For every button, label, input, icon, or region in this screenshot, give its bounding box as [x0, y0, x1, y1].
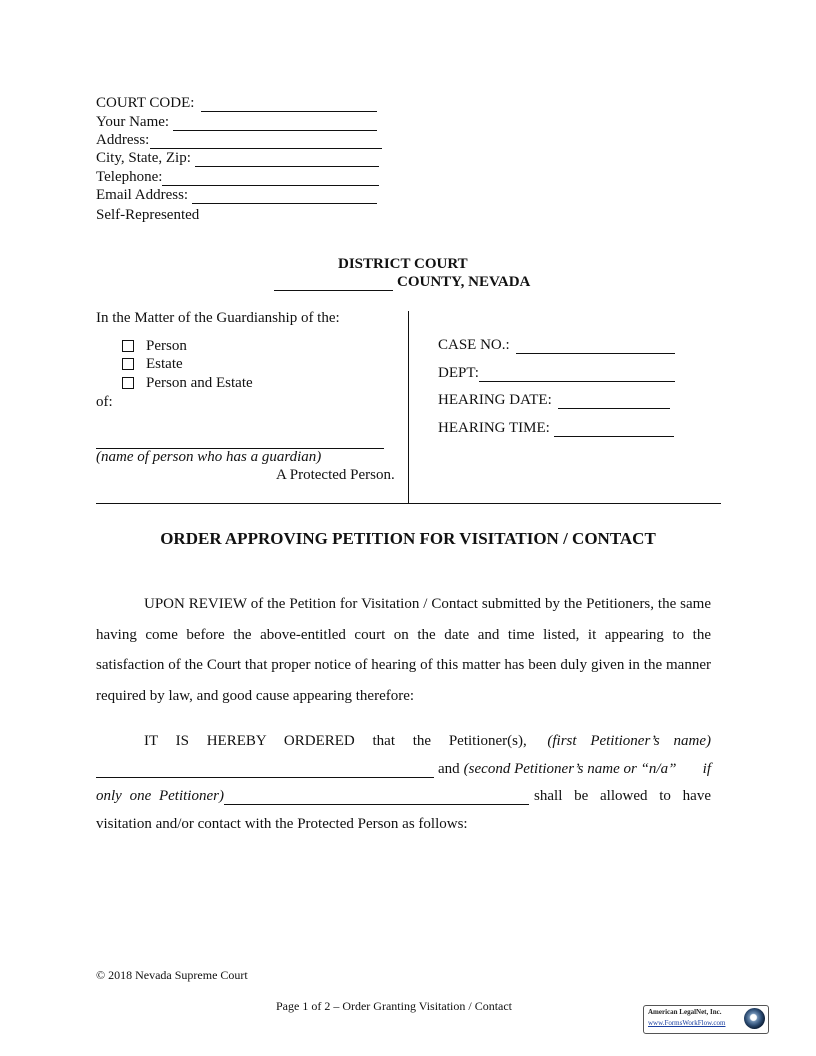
second-petitioner-hint-c: only one Petitioner) — [96, 788, 224, 804]
paragraph-1: UPON REVIEW of the Petition for Visitation / Contact submitted by the Petitioners, the same having come before the above-entitled court on the date and time listed, it appearing to the satisfaction of the Court that proper notice of hearing of this matter has been duly given in the manner required by law, and good cause appearing therefore: — [96, 596, 711, 704]
caption-bottom-rule — [96, 503, 721, 504]
city-state-zip-field[interactable] — [96, 150, 379, 167]
logo-website-link[interactable]: www.FormsWorkFlow.com — [648, 1019, 726, 1027]
second-petitioner-line[interactable] — [224, 791, 529, 805]
court-code-line[interactable] — [201, 98, 377, 112]
your-name-field[interactable] — [96, 114, 377, 131]
dept-label: DEPT: — [438, 365, 479, 381]
americanlegalnet-logo[interactable] — [643, 1005, 769, 1034]
second-petitioner-hint-a: (second Petitioner’s name or “n/a” — [463, 761, 677, 777]
your-name-line[interactable] — [173, 117, 377, 131]
person-option-label: Person — [146, 338, 187, 354]
city-state-zip-label: City, State, Zip: — [96, 150, 191, 166]
case-no-label: CASE NO.: — [438, 337, 510, 353]
hearing-time-field[interactable] — [438, 420, 674, 437]
hearing-time-line[interactable] — [554, 423, 674, 437]
county-blank-line[interactable] — [274, 277, 393, 291]
globe-icon — [744, 1008, 765, 1029]
ordered-line-2 — [96, 760, 711, 778]
ordered-line-1 — [144, 732, 711, 750]
first-petitioner-hint: (first Petitioner’s name) — [547, 733, 711, 749]
page-footer: Page 1 of 2 – Order Granting Visitation / Contact — [276, 999, 513, 1013]
hearing-date-label: HEARING DATE: — [438, 392, 552, 408]
option-estate[interactable] — [122, 355, 183, 373]
person-and-estate-checkbox[interactable] — [122, 377, 134, 389]
hearing-time-label: HEARING TIME: — [438, 420, 550, 436]
logo-company-name: American LegalNet, Inc. — [648, 1008, 722, 1016]
shall-text: shall be allowed to have — [534, 788, 711, 804]
person-checkbox[interactable] — [122, 340, 134, 352]
case-no-field[interactable] — [438, 337, 675, 354]
and-text: and — [438, 761, 460, 777]
telephone-label: Telephone: — [96, 169, 163, 185]
ordered-line-3 — [96, 787, 711, 805]
court-code-field[interactable] — [96, 95, 377, 112]
estate-checkbox[interactable] — [122, 358, 134, 370]
telephone-field[interactable] — [96, 169, 379, 186]
self-represented-label: Self-Represented — [96, 207, 200, 223]
email-line[interactable] — [192, 190, 377, 204]
option-person[interactable] — [122, 337, 187, 355]
telephone-line[interactable] — [162, 172, 379, 186]
address-field[interactable] — [96, 132, 382, 149]
hearing-date-line[interactable] — [558, 395, 670, 409]
email-field[interactable] — [96, 187, 377, 204]
order-title: ORDER APPROVING PETITION FOR VISITATION / CONTACT — [160, 529, 656, 548]
hearing-date-field[interactable] — [438, 392, 670, 409]
county-line-row — [274, 273, 530, 291]
person-and-estate-option-label: Person and Estate — [146, 375, 253, 391]
address-label: Address: — [96, 132, 150, 148]
second-petitioner-hint-b: if — [702, 761, 711, 777]
address-line[interactable] — [150, 135, 382, 149]
protected-person-label: A Protected Person. — [276, 467, 395, 483]
your-name-label: Your Name: — [96, 114, 170, 130]
county-label: COUNTY, NEVADA — [397, 274, 531, 290]
ordered-text: IT IS HEREBY ORDERED that the Petitioner(s), — [144, 733, 527, 749]
option-person-and-estate[interactable] — [122, 374, 253, 392]
name-hint: (name of person who has a guardian) — [96, 449, 322, 465]
of-label: of: — [96, 394, 113, 410]
caption-divider — [408, 311, 409, 503]
dept-field[interactable] — [438, 365, 675, 382]
dept-line[interactable] — [479, 368, 675, 382]
case-no-line[interactable] — [516, 340, 675, 354]
copyright: © 2018 Nevada Supreme Court — [96, 968, 248, 982]
court-code-label: COURT CODE: — [96, 95, 195, 111]
ordered-line-4: visitation and/or contact with the Protected Person as follows: — [96, 816, 468, 832]
court-title: DISTRICT COURT — [338, 256, 468, 272]
matter-label: In the Matter of the Guardianship of the: — [96, 310, 340, 326]
estate-option-label: Estate — [146, 356, 183, 372]
email-label: Email Address: — [96, 187, 189, 203]
first-petitioner-line[interactable] — [96, 764, 434, 778]
city-state-zip-line[interactable] — [195, 153, 379, 167]
